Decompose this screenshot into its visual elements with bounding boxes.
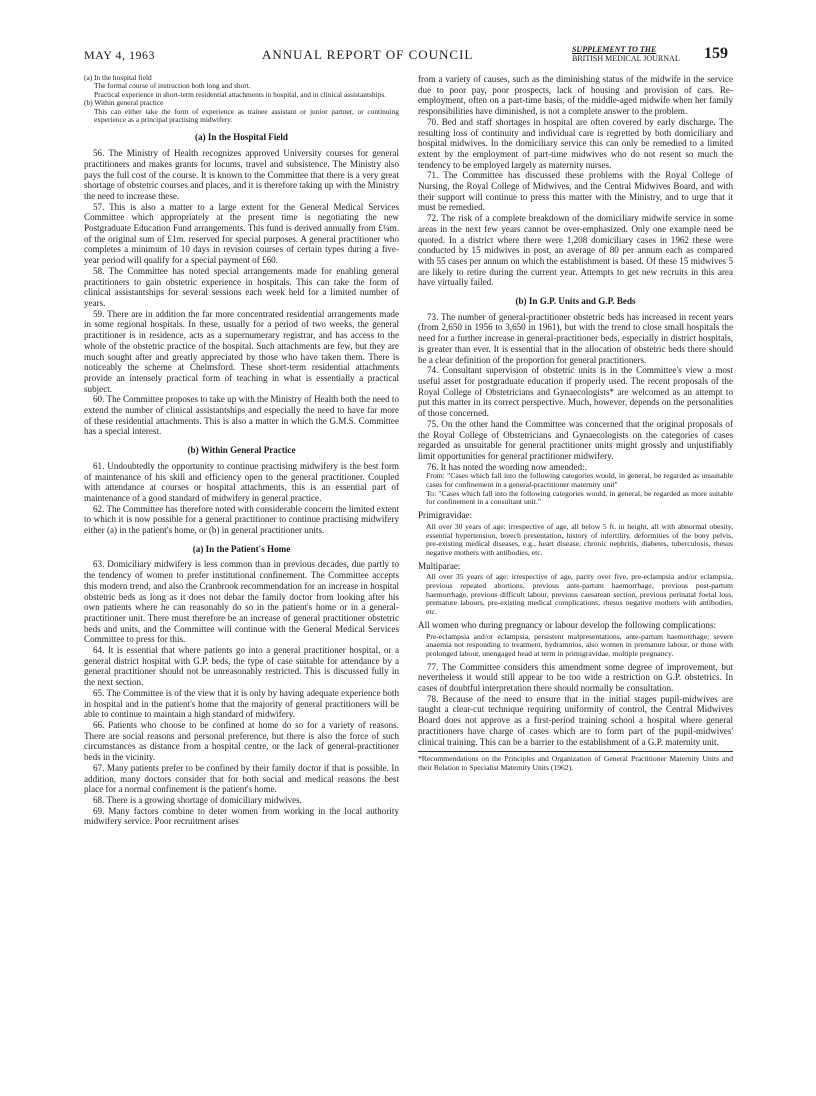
paragraph: 58. The Committee has noted special arrangements made for enabling general practitioners to gain obstetric experience in hospitals. This can take the form of clinical assistantships for several sessions each week held for a limited number of years. xyxy=(84,265,399,308)
category-label: Primigravidae: xyxy=(418,510,473,521)
paragraph: 77. The Committee considers this amendment some degree of improvement, but nevertheless it would still appear to be too wide a restriction on G.P. obstetrics. In cases of doubtful interpretation there should normally be consultation. xyxy=(418,661,733,694)
paragraph: 59. There are in addition the far more concentrated residential arrangements made in some regional hospitals. In these, usually for a period of two weeks, the general practitioner is in residence, acts as a supernumerary registrar, and has access to the whole of the obstetric practice of the hospital. Such attachments are few, but they are much sought after and greatly appreciated by those who have taken them. There is noticeably the scheme at Chelmsford. These short-term residential attachments provide an intensely practical form of teaching in what is essentially a practical subject. xyxy=(84,308,399,394)
paragraph: 65. The Committee is of the view that it is only by having adequate experience both in hospital and in the patient's home that the majority of general practitioners will be able to continue to maintain a high standard of midwifery. xyxy=(84,687,399,720)
paragraph: 72. The risk of a complete breakdown of the domiciliary midwife service in some areas in the next few years cannot be over-emphasized. Only one example need be quoted. In a district where there were 1,208 domiciliary cases in 1962 these were conducted by 15 midwives in post, an average of 80 per annum each as compared with 55 cases per annum on which the establishment is based. Of these 15 midwives 5 are likely to retire during the current year. Attempts to get new recruits in this area have virtually failed. xyxy=(418,213,733,288)
issue-date: MAY 4, 1963 xyxy=(84,48,155,62)
paragraph: 73. The number of general-practitioner obstetric beds has increased in recent years (from 2,650 in 1956 to 3,650 in 1961), but with the trend to close small hospitals the need for a further increase in general-practitioner beds, especially in district hospitals, is greater than ever. It is essential that in the allocation of obstetric beds there should be a clear definition of the proportion for general practitioners. xyxy=(418,311,733,365)
category-text: All over 35 years of age: irrespective of age, parity over five, pre-eclampsia and/or eclampsia, previous repeated abortions, previous ante-partum haemorrhage, previous post-partum haemorrhage, previous difficult labour, previous caesarean section, previous perinatal foetal loss, premature labours, pre-existing medical complications, rhesus negative mothers with antibodies, etc. xyxy=(426,572,733,617)
note-heading: (a) In the hospital field xyxy=(84,73,152,82)
note-heading: (b) Within general practice xyxy=(84,98,164,108)
paragraph: 56. The Ministry of Health recognizes approved University courses for general practitioners and makes grants for locums, travel and subsistence. The Ministry also pays the full cost of the course. It is known to the Committee that there is a very great shortage of obstetric courses and places, and it is therefore taking up with the Ministry the need to increase these. xyxy=(84,148,399,201)
note-item: The formal course of instruction both long and short. xyxy=(94,81,251,91)
paragraph: from a variety of causes, such as the diminishing status of the midwife in the service due to poor pay, poor prospects, lack of housing and provision of cars. Re-employment, often on a part-time basis, of the middle-aged midwife when her family responsibilities have diminished, is not a complete answer to the problem. xyxy=(418,74,733,117)
paragraph: 57. This is also a matter to a large extent for the General Medical Services Committee which appropriately at the present time is negotiating the new Postgraduate Education Fund arrangements. This fund is derived annually from £¼m. of the original sum of £1m. reserved for special purposes. A general practitioner who completes a minimum of 10 days in revision courses of certain types during a five-year period will qualify for a special payment of £60. xyxy=(84,201,399,266)
journal-line: BRITISH MEDICAL JOURNAL xyxy=(572,54,680,63)
paragraph: 75. On the other hand the Committee was concerned that the original proposals of the Royal College of Obstetricians and Gynaecologists on the categories of cases regarded as unsuitable for general practitioner units might grossly and unjustifiably limit opportunities for general practitioner midwifery. xyxy=(418,418,733,461)
paragraph: 68. There is a growing shortage of domiciliary midwives. xyxy=(93,794,302,805)
section-heading: (b) In G.P. Units and G.P. Beds xyxy=(515,296,636,307)
right-column xyxy=(418,74,733,772)
section-heading: (b) Within General Practice xyxy=(187,445,296,456)
paragraph: 61. Undoubtedly the opportunity to continue practising midwifery is the best form of maintenance of his skill and efficiency open to the general practitioner. Coupled with attendance at courses or hospital attachments, this is an essential part of maintenance of a good standard of midwifery in general practice. xyxy=(84,460,399,503)
section-heading: (a) In the Patient's Home xyxy=(192,543,291,554)
running-title: ANNUAL REPORT OF COUNCIL xyxy=(262,47,474,62)
paragraph: 60. The Committee proposes to take up with the Ministry of Health both the need to extend the number of clinical assistantships and especially the need to have far more of these residential attachments. This is also a matter in which the G.M.S. Committee has a special interest. xyxy=(84,394,399,437)
footnote-divider xyxy=(418,751,733,752)
page-header xyxy=(84,44,732,66)
paragraph: 76. It has noted the wording now amended:. xyxy=(427,461,587,472)
paragraph: 64. It is essential that where patients go into a general practitioner hospital, or a general district hospital with G.P. beds, the type of case suitable for attendance by a general practitioner should not be unreasonably restricted. This is discussed fully in the next section. xyxy=(84,645,399,688)
paragraph: 63. Domiciliary midwifery is less common than in previous decades, due partly to the tendency of women to prefer institutional confinement. The Committee accepts this modern trend, and also the Cranbrook recommendation for an increase in hospital obstetric beds as long as it does not debar the family doctor from looking after his own patients where he can reasonably do so in the patient's home or in a general-practitioner unit. There must therefore be an increase of general practitioner obstetric beds and units, and the Committee will continue with the General Medical Services Committee to press for this. xyxy=(84,559,399,645)
category-text: All over 30 years of age: irrespective of age, all below 5 ft. in height, all with abnormal obesity, essential hypertension, breech presentation, history of infertility, deformities of the bony pelvis, pre-existing medical diseases, e.g., heart disease, chronic nephritis, diabetes, tuberculosis, rhesus negative mothers with antibodies, etc. xyxy=(426,521,733,557)
paragraph: 67. Many patients prefer to be confined by their family doctor if that is possible. In addition, many doctors consider that for both social and medical reasons the best place for a normal confinement is the patient's home. xyxy=(84,762,399,795)
footnote: *Recommendations on the Principles and Organization of General Practitioner Maternity Units and their Relation to Specialist Maternity Units (1962). xyxy=(418,754,733,772)
quote-to: To: "Cases which fall into the following categories would, in general, be regarded as more suitable for confinement in a consultant unit." xyxy=(426,488,733,507)
section-heading: (a) In the Hospital Field xyxy=(195,132,288,143)
paragraph: 74. Consultant supervision of obstetric units is in the Committee's view a most useful asset for postgraduate education if properly used. The recent proposals of the Royal College of Obstetricians and Gynaecologists* are welcomed as an attempt to put this matter in its correct perspective. Much, however, depends on the personalities of those concerned. xyxy=(418,365,733,419)
category-label: All women who during pregnancy or labour develop the following complications: xyxy=(418,619,717,630)
supplement-label xyxy=(572,45,680,63)
paragraph: 66. Patients who choose to be confined at home do so for a variety of reasons. There are social reasons and personal preference, but there is also the force of such circumstances as distance from a hospital centre, or the lack of general-practitioner beds in the vicinity. xyxy=(84,720,399,763)
note-item: Practical experience in short-term residential attachments in hospital, and in clinical assistantships. xyxy=(94,89,387,99)
paragraph: 62. The Committee has therefore noted with considerable concern the limited extent to which it is now possible for a general practitioner to continue practising midwifery either (a) in the patient's home, or (b) in general practitioner units. xyxy=(84,503,399,536)
left-column xyxy=(84,74,399,827)
quote-from: From: "Cases which fall into the following categories would, in general, be regarded as unsuitable cases for confinement in a general-practitioner maternity unit" xyxy=(426,471,733,490)
paragraph: 78. Because of the need to ensure that in the initial stages pupil-midwives are taught a clear-cut technique requiring uniformity of control, the Central Midwives Board does not approve as a first-period training school a hospital where general practitioners have charge of cases which are to form part of the pupil-midwives' clinical training. This can be a barrier to the establishment of a G.P. maternity unit. xyxy=(418,693,733,747)
category-label: Multiparae: xyxy=(418,560,461,571)
paragraph: 69. Many factors combine to deter women from working in the local authority midwifery service. Poor recruitment arises xyxy=(84,805,399,827)
category-text: Pre-eclampsia and/or eclampsia, persistent malpresentations, ante-partum haemorrhage; severe anaemia not responding to treatment, hydramnios, also women in premature labour, or those with prolonged labour, unengaged head at term in primigravidae, multiple pregnancy. xyxy=(426,631,733,658)
supplement-line: SUPPLEMENT TO THE xyxy=(572,45,657,54)
note-item: This can either take the form of experience as trainee assistant or junior partner, or continuing experience as a principal practising midwifery. xyxy=(94,106,399,125)
page-number: 159 xyxy=(704,45,728,62)
paragraph: 71. The Committee has discussed these problems with the Royal College of Nursing, the Royal College of Midwives, and the Central Midwives Board, and with their support will continue to press this matter with the Ministry, and to urge that it must be remedied. xyxy=(418,170,733,213)
paragraph: 70. Bed and staff shortages in hospital are often covered by early discharge. The resulting loss of continuity and individual care is regretted by both domiciliary and hospital midwives. In the domiciliary service this can only be remedied to a limited extent by the employment of part-time midwives who do not resent so much the tendency to be employed largely as maternity nurses. xyxy=(418,116,733,170)
